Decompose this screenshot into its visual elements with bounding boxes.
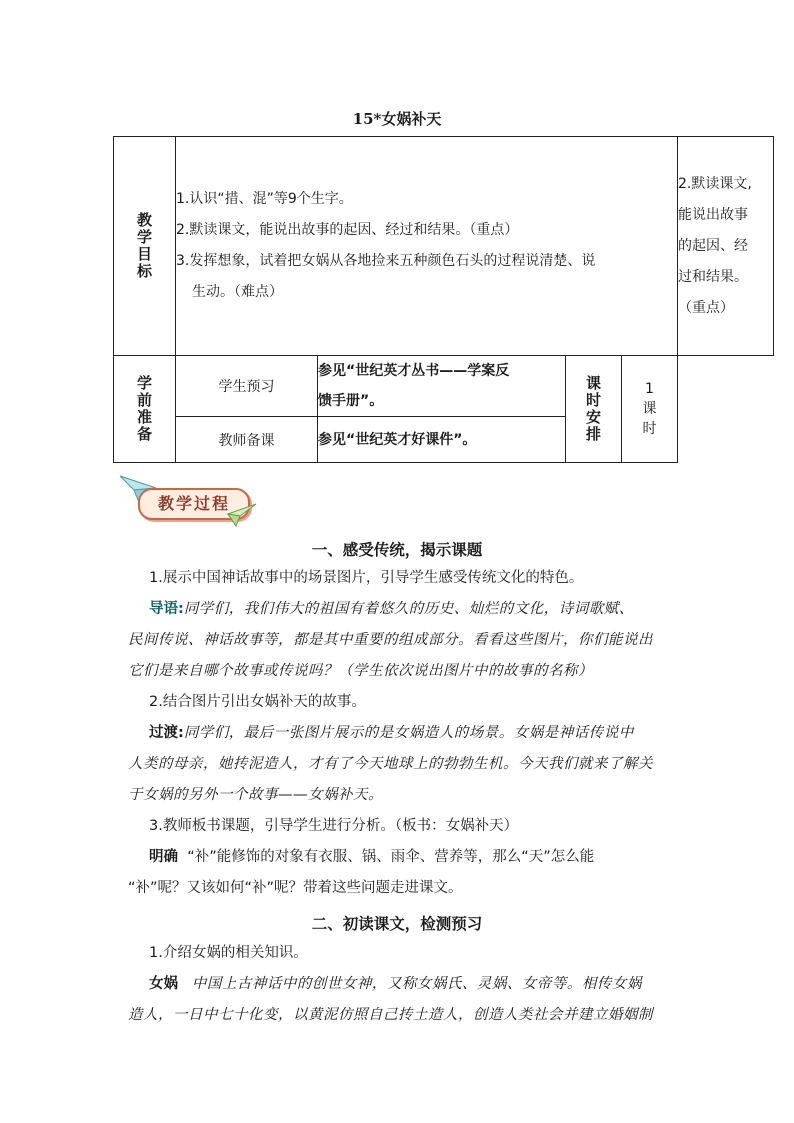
goals-header: 教 学 目 标 (114, 137, 176, 356)
goal-2: 2.默读课文，能说出故事的起因、经过和结果。（重点） (176, 222, 519, 238)
student-prep-value: 参见“世纪英才丛书——学案反 馈手册”。 (318, 356, 566, 417)
section-1-title: 一、感受传统，揭示课题 (311, 540, 483, 559)
lead-in-line-3: 它们是来自哪个故事或传说吗？（学生依次说出图片中的故事的名称） (128, 663, 593, 679)
key-point: 2.默读课文, 能说出故事 的起因、经 过和结果。 （重点） (678, 137, 774, 356)
content-paragraphs (128, 563, 678, 904)
student-prep-label: 学生预习 (176, 356, 318, 417)
clarification-paragraph: 明确 “补”能修饰的对象有衣服、锅、雨伞、营养等，那么“天”怎么能 (149, 849, 595, 865)
schedule-header: 课 时 安 排 (566, 356, 622, 463)
teaching-goals (176, 137, 678, 356)
transition-paragraph: 过渡:同学们，最后一张图片展示的是女娲造人的场景。女娲是神话传说中 (149, 725, 634, 741)
teacher-prep-label: 教师备课 (176, 417, 318, 463)
teaching-process-banner (118, 474, 258, 530)
goal-1: 1.认识“措、混”等9个生字。 (176, 191, 353, 207)
goal-3-continued: 生动。（难点） (192, 284, 283, 300)
page-title: 15*女娲补天 (352, 110, 442, 128)
paragraph-3: 3.教师板书课题，引导学生进行分析。（板书：女娲补天） (149, 818, 519, 834)
goal-3: 3.发挥想象，试着把女娲从各地捡来五种颜色石头的过程说清楚、说 (176, 253, 596, 269)
clarification-line-2: “补”呢？又该如何“补”呢？带着这些问题走进课文。 (128, 880, 463, 896)
paragraph-2: 2.结合图片引出女娲补天的故事。 (149, 694, 366, 710)
lead-in-paragraph: 导语:同学们，我们伟大的祖国有着悠久的历史、灿烂的文化，诗词歌赋、 (149, 601, 634, 617)
lead-in-label: 导语: (149, 601, 184, 617)
paragraph-1: 1.展示中国神话故事中的场景图片，引导学生感受传统文化的特色。 (149, 570, 584, 586)
prep-header: 学 前 准 备 (114, 356, 176, 463)
class-hours: 1 课 时 (622, 356, 678, 463)
transition-line-2: 人类的母亲，她抟泥造人，才有了今天地球上的勃勃生机。今天我们就来了解关 (128, 756, 653, 772)
clarification-label: 明确 (149, 849, 178, 865)
lead-in-line-2: 民间传说、神话故事等，都是其中重要的组成部分。看看这些图片，你们能说出 (128, 632, 653, 648)
transition-line-3: 于女娲的另外一个故事——女娲补天。 (128, 787, 383, 803)
paper-plane-icon (226, 502, 258, 528)
nvwa-paragraph: 女娲 中国上古神话中的创世女神，又称女娲氏、灵娲、女帝等。相传女娲 (149, 976, 642, 992)
paragraph-4: 1.介绍女娲的相关知识。 (149, 945, 308, 961)
banner-label: 教学过程 (138, 488, 250, 520)
lesson-plan-table (113, 136, 774, 463)
nvwa-label: 女娲 (149, 976, 178, 992)
section-2-title: 二、初读课文，检测预习 (311, 914, 483, 933)
nvwa-line-2: 造人，一日中七十化变，以黄泥仿照自己抟土造人，创造人类社会并建立婚姻制 (128, 1007, 653, 1023)
transition-label: 过渡: (149, 725, 184, 741)
teacher-prep-value: 参见“世纪英才好课件”。 (318, 417, 566, 463)
content-paragraphs-2 (128, 938, 678, 1031)
